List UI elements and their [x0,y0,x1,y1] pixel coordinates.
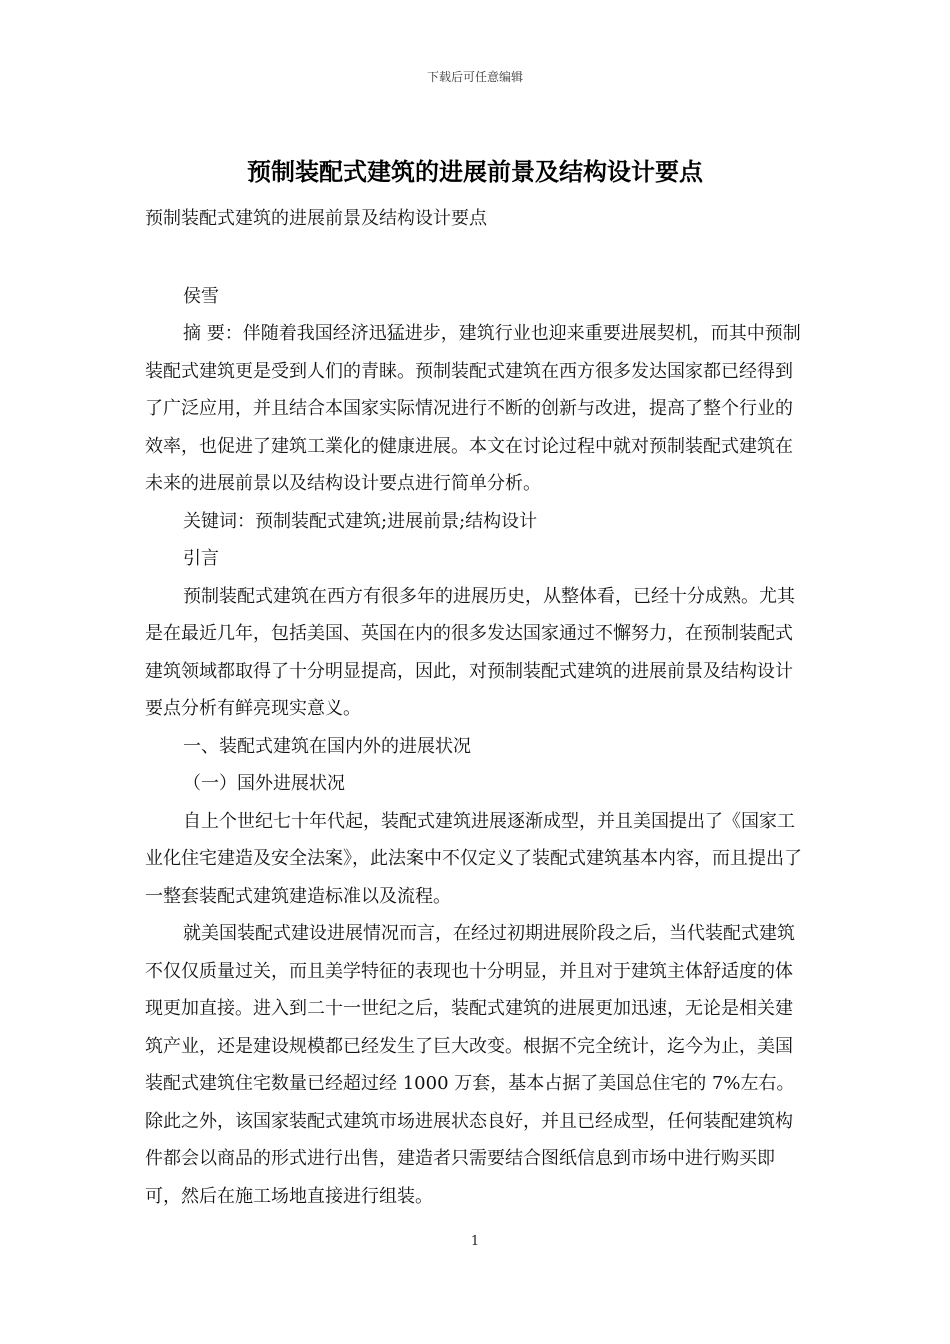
header-note: 下载后可任意编辑 [426,70,523,84]
intro-heading: 引言 [183,548,219,569]
body-paragraph: 就美国装配式建设进展情况而言，在经过初期进展阶段之后，当代装配式建筑不仅仅质量过关，而且美学特征的表现也十分明显，并且对于建筑主体舒适度的体现更加直接。进入到二十一世纪之后，装配式建筑的进展更加迅速，无论是相关建筑产业，还是建设规模都已经发生了巨大改变。根据不完全统计，迄今为止，美国装配式建筑住宅数量已经超过经 1000 万套，基本占据了美国总住宅的 7%左右。除此之外，该国家装配式建筑市场进展状态良好，并且已经成型，任何装配建筑构件都会以商品的形式进行出售，建造者只需要结合图纸信息到市场中进行购买即可，然后在施工场地直接进行组装。 [145,923,795,1207]
section-heading: 一、装配式建筑在国内外的进展状况 [183,735,471,757]
body-paragraph: 自上个世纪七十年代起，装配式建筑进展逐渐成型，并且美国提出了《国家工业化住宅建造及安全法案》，此法案中不仅定义了装配式建筑基本内容，而且提出了一整套装配式建筑建造标准以及流程。 [145,810,802,907]
document-subtitle: 预制装配式建筑的进展前景及结构设计要点 [145,208,487,229]
abstract: 摘 要：伴随着我国经济迅猛进步，建筑行业也迎来重要进展契机，而其中预制装配式建筑更是受到人们的青睐。预制装配式建筑在西方很多发达国家都已经得到了广泛应用，并且结合本国家实际情况进行不断的创新与改进，提高了整个行业的效率，也促进了建筑工業化的健康进展。本文在讨论过程中就对预制装配式建筑在未来的进展前景以及结构设计要点进行简单分析。 [145,323,801,494]
keywords: 关键词：预制装配式建筑;进展前景;结构设计 [183,510,538,532]
subsection-heading: （一）国外进展状况 [183,773,345,794]
author: 侯雪 [183,285,219,307]
document-title: 预制装配式建筑的进展前景及结构设计要点 [247,157,703,186]
document-body [145,200,810,1215]
page-number: 1 [470,1234,480,1249]
spacer [145,238,810,278]
intro-paragraph: 预制装配式建筑在西方有很多年的进展历史，从整体看，已经十分成熟。尤其是在最近几年，包括美国、英国在内的很多发达国家通过不懈努力，在预制装配式建筑领域都取得了十分明显提高，因此，对预制装配式建筑的进展前景及结构设计要点分析有鲜亮现实意义。 [145,585,795,719]
